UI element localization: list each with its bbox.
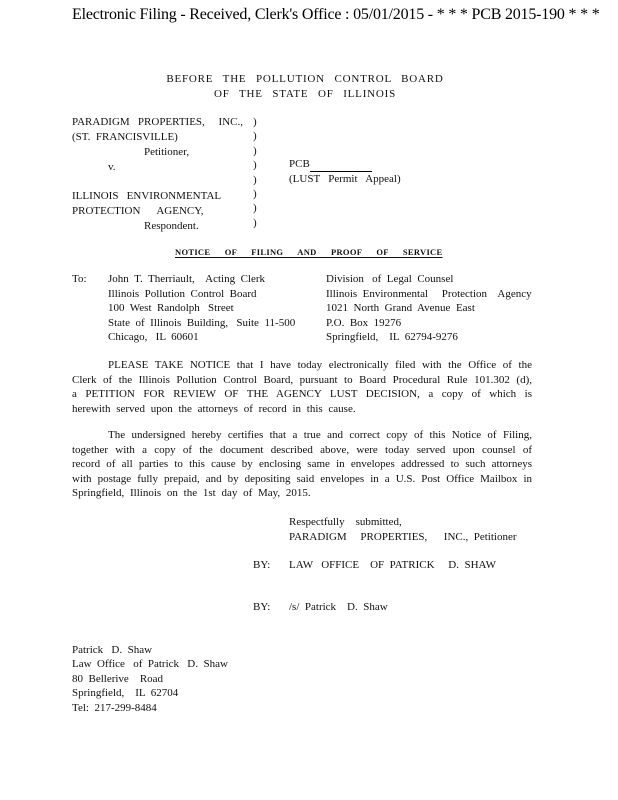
petitioner-subname: (ST. FRANCISVILLE) [72,131,178,143]
title-line-1: BEFORE THE POLLUTION CONTROL BOARD [166,73,444,85]
by-label: BY: [253,559,271,571]
case-caption-parties [72,115,243,234]
caption-parentheses [253,115,257,230]
address-line: Illinois Environmental Protection Agency [326,287,532,300]
address-line: 100 West Randolph Street [108,302,234,315]
document-title [140,72,470,102]
case-number-block [289,157,401,187]
contact-line: Springfield, IL 62704 [72,687,179,700]
case-number-blank [310,161,372,172]
signing-party: PARADIGM PROPERTIES, INC., Petitioner [289,531,517,543]
respondent-name-1: ILLINOIS ENVIRONMENTAL [72,190,222,202]
petitioner-role: Petitioner, [144,146,190,158]
recipient-address-agency [326,272,532,345]
attorney-contact-block [72,643,228,715]
closing: Respectfully submitted, [289,516,402,528]
certification-paragraph-text: The undersigned hereby certifies that a true and correct copy of this Notice of Filing, together with a copy of the document described above, were today served upon counsel of record of all parties to this cause by enclosing same in envelopes addressed to such attorneys with postage fully prepaid, and by depositing said envelopes in a U.S. Post Office Mailbox in Springfield, Illinois on the 1st day of May, 2015. [72,429,532,500]
certification-paragraph [72,428,532,501]
paren: ) [253,116,257,128]
address-line: State of Illinois Building, Suite 11-500 [108,316,296,329]
by-label: BY: [253,601,271,613]
to-label: To: [72,273,87,285]
paren: ) [253,173,257,186]
respondent-name-2: PROTECTION AGENCY, [72,205,204,217]
title-line-2: OF THE STATE OF ILLINOIS [213,88,397,100]
electronic-signature: /s/ Patrick D. Shaw [289,601,388,613]
efiling-stamp-header: Electronic Filing - Received, Clerk's Office : 05/01/2015 - * * * PCB 2015-190 * * * [72,6,600,23]
paren: ) [253,159,257,172]
paren: ) [253,144,257,157]
contact-line: Law Office of Patrick D. Shaw [72,658,228,671]
notice-heading: NOTICE OF FILING AND PROOF OF SERVICE [175,247,443,257]
recipient-address-clerk [108,272,295,345]
paren: ) [253,202,257,215]
versus-label: v. [108,161,116,173]
address-line: 1021 North Grand Avenue East [326,302,475,315]
contact-line: Patrick D. Shaw [72,644,153,656]
address-line: Division of Legal Counsel [326,273,454,285]
case-type: (LUST Permit Appeal) [289,173,401,185]
paren: ) [253,130,257,143]
notice-paragraph-text: PLEASE TAKE NOTICE that I have today electronically filed with the Office of the Clerk of the Illinois Pollution Control Board, pursuant to Board Procedural Rule 101.302 (d), a PETITION FOR REVIEW OF THE AGENCY LUST DECISION, a copy of which is herewith served upon the attorneys of record in this cause. [72,359,532,415]
address-line: Springfield, IL 62794-9276 [326,331,458,344]
signature-block [289,515,517,545]
law-firm-name: LAW OFFICE OF PATRICK D. SHAW [289,559,496,571]
paren: ) [253,216,257,229]
case-prefix: PCB [289,158,310,170]
notice-paragraph [72,358,532,416]
contact-line: Tel: 217-299-8484 [72,701,157,714]
petitioner-name: PARADIGM PROPERTIES, INC., [72,116,243,128]
address-line: P.O. Box 19276 [326,316,402,329]
address-line: John T. Therriault, Acting Clerk [108,273,266,285]
address-line: Chicago, IL 60601 [108,331,199,344]
paren: ) [253,187,257,200]
contact-line: 80 Bellerive Road [72,672,164,685]
address-line: Illinois Pollution Control Board [108,287,257,300]
respondent-role: Respondent. [144,220,199,232]
